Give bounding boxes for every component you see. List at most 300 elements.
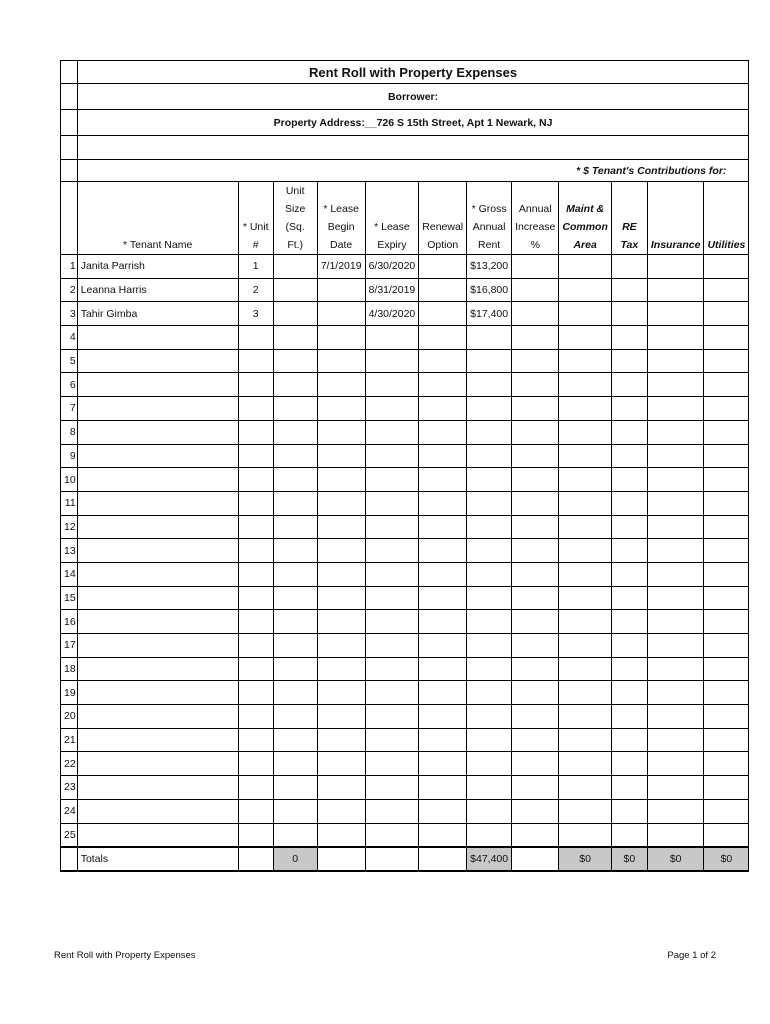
- gross-annual-rent-cell[interactable]: [467, 657, 512, 681]
- gross-annual-rent-cell[interactable]: [467, 491, 512, 515]
- lease-expiry-cell[interactable]: [365, 681, 419, 705]
- lease-expiry-cell[interactable]: [365, 562, 419, 586]
- insurance-cell[interactable]: [647, 681, 704, 705]
- lease-begin-cell[interactable]: [317, 468, 365, 492]
- unit-cell[interactable]: [238, 799, 273, 823]
- unit-cell[interactable]: [238, 776, 273, 800]
- re-tax-cell[interactable]: [611, 539, 647, 563]
- maint-common-area-cell[interactable]: [559, 444, 611, 468]
- insurance-cell[interactable]: [647, 562, 704, 586]
- renewal-option-cell[interactable]: [419, 681, 467, 705]
- utilities-cell[interactable]: [704, 752, 749, 776]
- annual-increase-cell[interactable]: [512, 776, 559, 800]
- renewal-option-cell[interactable]: [419, 491, 467, 515]
- lease-begin-cell[interactable]: 7/1/2019: [317, 255, 365, 279]
- lease-expiry-cell[interactable]: [365, 515, 419, 539]
- utilities-cell[interactable]: [704, 799, 749, 823]
- gross-annual-rent-cell[interactable]: [467, 776, 512, 800]
- insurance-cell[interactable]: [647, 326, 704, 350]
- renewal-option-cell[interactable]: [419, 515, 467, 539]
- maint-common-area-cell[interactable]: [559, 752, 611, 776]
- unit-size-cell[interactable]: [273, 799, 317, 823]
- lease-begin-cell[interactable]: [317, 491, 365, 515]
- tenant-name-cell[interactable]: [77, 397, 238, 421]
- unit-cell[interactable]: [238, 420, 273, 444]
- renewal-option-cell[interactable]: [419, 397, 467, 421]
- renewal-option-cell[interactable]: [419, 373, 467, 397]
- re-tax-cell[interactable]: [611, 468, 647, 492]
- insurance-cell[interactable]: [647, 586, 704, 610]
- renewal-option-cell[interactable]: [419, 634, 467, 658]
- insurance-cell[interactable]: [647, 657, 704, 681]
- maint-common-area-cell[interactable]: [559, 349, 611, 373]
- gross-annual-rent-cell[interactable]: [467, 444, 512, 468]
- re-tax-cell[interactable]: [611, 326, 647, 350]
- utilities-cell[interactable]: [704, 373, 749, 397]
- lease-begin-cell[interactable]: [317, 562, 365, 586]
- utilities-cell[interactable]: [704, 539, 749, 563]
- re-tax-cell[interactable]: [611, 610, 647, 634]
- unit-cell[interactable]: [238, 728, 273, 752]
- annual-increase-cell[interactable]: [512, 326, 559, 350]
- unit-cell[interactable]: [238, 823, 273, 847]
- annual-increase-cell[interactable]: [512, 562, 559, 586]
- re-tax-cell[interactable]: [611, 515, 647, 539]
- maint-common-area-cell[interactable]: [559, 420, 611, 444]
- renewal-option-cell[interactable]: [419, 776, 467, 800]
- renewal-option-cell[interactable]: [419, 468, 467, 492]
- utilities-cell[interactable]: [704, 255, 749, 279]
- unit-size-cell[interactable]: [273, 255, 317, 279]
- gross-annual-rent-cell[interactable]: $13,200: [467, 255, 512, 279]
- tenant-name-cell[interactable]: Janita Parrish: [77, 255, 238, 279]
- tenant-name-cell[interactable]: [77, 562, 238, 586]
- unit-cell[interactable]: 2: [238, 278, 273, 302]
- lease-expiry-cell[interactable]: [365, 491, 419, 515]
- renewal-option-cell[interactable]: [419, 657, 467, 681]
- lease-begin-cell[interactable]: [317, 326, 365, 350]
- gross-annual-rent-cell[interactable]: [467, 539, 512, 563]
- tenant-name-cell[interactable]: [77, 586, 238, 610]
- unit-size-cell[interactable]: [273, 610, 317, 634]
- renewal-option-cell[interactable]: [419, 752, 467, 776]
- lease-begin-cell[interactable]: [317, 373, 365, 397]
- unit-cell[interactable]: 1: [238, 255, 273, 279]
- unit-size-cell[interactable]: [273, 468, 317, 492]
- unit-cell[interactable]: [238, 515, 273, 539]
- lease-begin-cell[interactable]: [317, 278, 365, 302]
- renewal-option-cell[interactable]: [419, 255, 467, 279]
- annual-increase-cell[interactable]: [512, 515, 559, 539]
- maint-common-area-cell[interactable]: [559, 539, 611, 563]
- unit-size-cell[interactable]: [273, 349, 317, 373]
- utilities-cell[interactable]: [704, 444, 749, 468]
- unit-cell[interactable]: [238, 657, 273, 681]
- renewal-option-cell[interactable]: [419, 420, 467, 444]
- maint-common-area-cell[interactable]: [559, 776, 611, 800]
- tenant-name-cell[interactable]: [77, 326, 238, 350]
- insurance-cell[interactable]: [647, 373, 704, 397]
- maint-common-area-cell[interactable]: [559, 326, 611, 350]
- renewal-option-cell[interactable]: [419, 562, 467, 586]
- tenant-name-cell[interactable]: [77, 491, 238, 515]
- insurance-cell[interactable]: [647, 255, 704, 279]
- renewal-option-cell[interactable]: [419, 539, 467, 563]
- re-tax-cell[interactable]: [611, 681, 647, 705]
- annual-increase-cell[interactable]: [512, 610, 559, 634]
- lease-expiry-cell[interactable]: [365, 326, 419, 350]
- renewal-option-cell[interactable]: [419, 326, 467, 350]
- lease-expiry-cell[interactable]: [365, 586, 419, 610]
- insurance-cell[interactable]: [647, 397, 704, 421]
- gross-annual-rent-cell[interactable]: [467, 562, 512, 586]
- annual-increase-cell[interactable]: [512, 586, 559, 610]
- gross-annual-rent-cell[interactable]: [467, 420, 512, 444]
- maint-common-area-cell[interactable]: [559, 799, 611, 823]
- insurance-cell[interactable]: [647, 634, 704, 658]
- utilities-cell[interactable]: [704, 586, 749, 610]
- annual-increase-cell[interactable]: [512, 397, 559, 421]
- insurance-cell[interactable]: [647, 776, 704, 800]
- insurance-cell[interactable]: [647, 610, 704, 634]
- utilities-cell[interactable]: [704, 776, 749, 800]
- tenant-name-cell[interactable]: [77, 776, 238, 800]
- lease-begin-cell[interactable]: [317, 420, 365, 444]
- lease-begin-cell[interactable]: [317, 799, 365, 823]
- lease-expiry-cell[interactable]: [365, 634, 419, 658]
- insurance-cell[interactable]: [647, 468, 704, 492]
- lease-expiry-cell[interactable]: [365, 397, 419, 421]
- maint-common-area-cell[interactable]: [559, 255, 611, 279]
- insurance-cell[interactable]: [647, 752, 704, 776]
- utilities-cell[interactable]: [704, 468, 749, 492]
- lease-begin-cell[interactable]: [317, 444, 365, 468]
- annual-increase-cell[interactable]: [512, 444, 559, 468]
- tenant-name-cell[interactable]: [77, 539, 238, 563]
- unit-size-cell[interactable]: [273, 539, 317, 563]
- lease-expiry-cell[interactable]: [365, 657, 419, 681]
- re-tax-cell[interactable]: [611, 491, 647, 515]
- insurance-cell[interactable]: [647, 799, 704, 823]
- renewal-option-cell[interactable]: [419, 278, 467, 302]
- utilities-cell[interactable]: [704, 728, 749, 752]
- gross-annual-rent-cell[interactable]: [467, 728, 512, 752]
- unit-size-cell[interactable]: [273, 586, 317, 610]
- maint-common-area-cell[interactable]: [559, 705, 611, 729]
- lease-expiry-cell[interactable]: [365, 823, 419, 847]
- tenant-name-cell[interactable]: [77, 420, 238, 444]
- unit-size-cell[interactable]: [273, 562, 317, 586]
- unit-cell[interactable]: [238, 373, 273, 397]
- unit-size-cell[interactable]: [273, 705, 317, 729]
- annual-increase-cell[interactable]: [512, 302, 559, 326]
- utilities-cell[interactable]: [704, 610, 749, 634]
- renewal-option-cell[interactable]: [419, 302, 467, 326]
- unit-cell[interactable]: [238, 397, 273, 421]
- maint-common-area-cell[interactable]: [559, 373, 611, 397]
- re-tax-cell[interactable]: [611, 705, 647, 729]
- re-tax-cell[interactable]: [611, 752, 647, 776]
- lease-begin-cell[interactable]: [317, 515, 365, 539]
- lease-expiry-cell[interactable]: [365, 539, 419, 563]
- tenant-name-cell[interactable]: [77, 634, 238, 658]
- annual-increase-cell[interactable]: [512, 634, 559, 658]
- unit-size-cell[interactable]: [273, 823, 317, 847]
- insurance-cell[interactable]: [647, 444, 704, 468]
- gross-annual-rent-cell[interactable]: [467, 468, 512, 492]
- renewal-option-cell[interactable]: [419, 799, 467, 823]
- utilities-cell[interactable]: [704, 634, 749, 658]
- maint-common-area-cell[interactable]: [559, 397, 611, 421]
- unit-cell[interactable]: [238, 586, 273, 610]
- lease-expiry-cell[interactable]: [365, 373, 419, 397]
- annual-increase-cell[interactable]: [512, 373, 559, 397]
- utilities-cell[interactable]: [704, 562, 749, 586]
- gross-annual-rent-cell[interactable]: [467, 705, 512, 729]
- maint-common-area-cell[interactable]: [559, 681, 611, 705]
- maint-common-area-cell[interactable]: [559, 657, 611, 681]
- maint-common-area-cell[interactable]: [559, 491, 611, 515]
- annual-increase-cell[interactable]: [512, 349, 559, 373]
- unit-size-cell[interactable]: [273, 728, 317, 752]
- lease-begin-cell[interactable]: [317, 823, 365, 847]
- re-tax-cell[interactable]: [611, 776, 647, 800]
- re-tax-cell[interactable]: [611, 444, 647, 468]
- unit-cell[interactable]: [238, 634, 273, 658]
- lease-begin-cell[interactable]: [317, 397, 365, 421]
- utilities-cell[interactable]: [704, 302, 749, 326]
- unit-cell[interactable]: [238, 562, 273, 586]
- gross-annual-rent-cell[interactable]: [467, 610, 512, 634]
- re-tax-cell[interactable]: [611, 562, 647, 586]
- tenant-name-cell[interactable]: [77, 705, 238, 729]
- maint-common-area-cell[interactable]: [559, 468, 611, 492]
- unit-size-cell[interactable]: [273, 634, 317, 658]
- insurance-cell[interactable]: [647, 823, 704, 847]
- renewal-option-cell[interactable]: [419, 823, 467, 847]
- lease-begin-cell[interactable]: [317, 586, 365, 610]
- tenant-name-cell[interactable]: [77, 515, 238, 539]
- unit-size-cell[interactable]: [273, 420, 317, 444]
- lease-begin-cell[interactable]: [317, 634, 365, 658]
- re-tax-cell[interactable]: [611, 278, 647, 302]
- tenant-name-cell[interactable]: [77, 468, 238, 492]
- maint-common-area-cell[interactable]: [559, 823, 611, 847]
- annual-increase-cell[interactable]: [512, 657, 559, 681]
- lease-expiry-cell[interactable]: 8/31/2019: [365, 278, 419, 302]
- unit-size-cell[interactable]: [273, 657, 317, 681]
- gross-annual-rent-cell[interactable]: [467, 752, 512, 776]
- utilities-cell[interactable]: [704, 420, 749, 444]
- annual-increase-cell[interactable]: [512, 728, 559, 752]
- insurance-cell[interactable]: [647, 420, 704, 444]
- lease-expiry-cell[interactable]: 6/30/2020: [365, 255, 419, 279]
- tenant-name-cell[interactable]: [77, 444, 238, 468]
- lease-expiry-cell[interactable]: 4/30/2020: [365, 302, 419, 326]
- gross-annual-rent-cell[interactable]: [467, 799, 512, 823]
- renewal-option-cell[interactable]: [419, 586, 467, 610]
- unit-cell[interactable]: [238, 752, 273, 776]
- utilities-cell[interactable]: [704, 705, 749, 729]
- unit-size-cell[interactable]: [273, 681, 317, 705]
- lease-begin-cell[interactable]: [317, 752, 365, 776]
- lease-begin-cell[interactable]: [317, 302, 365, 326]
- gross-annual-rent-cell[interactable]: [467, 326, 512, 350]
- re-tax-cell[interactable]: [611, 657, 647, 681]
- re-tax-cell[interactable]: [611, 420, 647, 444]
- unit-size-cell[interactable]: [273, 776, 317, 800]
- insurance-cell[interactable]: [647, 349, 704, 373]
- re-tax-cell[interactable]: [611, 823, 647, 847]
- insurance-cell[interactable]: [647, 491, 704, 515]
- lease-expiry-cell[interactable]: [365, 799, 419, 823]
- gross-annual-rent-cell[interactable]: [467, 586, 512, 610]
- gross-annual-rent-cell[interactable]: [467, 634, 512, 658]
- annual-increase-cell[interactable]: [512, 752, 559, 776]
- lease-begin-cell[interactable]: [317, 539, 365, 563]
- lease-begin-cell[interactable]: [317, 681, 365, 705]
- maint-common-area-cell[interactable]: [559, 610, 611, 634]
- unit-size-cell[interactable]: [273, 278, 317, 302]
- unit-cell[interactable]: [238, 326, 273, 350]
- unit-cell[interactable]: [238, 610, 273, 634]
- lease-expiry-cell[interactable]: [365, 705, 419, 729]
- tenant-name-cell[interactable]: [77, 373, 238, 397]
- gross-annual-rent-cell[interactable]: $16,800: [467, 278, 512, 302]
- gross-annual-rent-cell[interactable]: $17,400: [467, 302, 512, 326]
- lease-expiry-cell[interactable]: [365, 728, 419, 752]
- unit-cell[interactable]: 3: [238, 302, 273, 326]
- unit-cell[interactable]: [238, 468, 273, 492]
- unit-size-cell[interactable]: [273, 326, 317, 350]
- re-tax-cell[interactable]: [611, 799, 647, 823]
- maint-common-area-cell[interactable]: [559, 586, 611, 610]
- unit-size-cell[interactable]: [273, 444, 317, 468]
- unit-size-cell[interactable]: [273, 397, 317, 421]
- unit-cell[interactable]: [238, 681, 273, 705]
- tenant-name-cell[interactable]: [77, 349, 238, 373]
- lease-begin-cell[interactable]: [317, 657, 365, 681]
- insurance-cell[interactable]: [647, 515, 704, 539]
- utilities-cell[interactable]: [704, 326, 749, 350]
- insurance-cell[interactable]: [647, 278, 704, 302]
- lease-expiry-cell[interactable]: [365, 776, 419, 800]
- maint-common-area-cell[interactable]: [559, 302, 611, 326]
- unit-size-cell[interactable]: [273, 515, 317, 539]
- re-tax-cell[interactable]: [611, 728, 647, 752]
- gross-annual-rent-cell[interactable]: [467, 681, 512, 705]
- unit-cell[interactable]: [238, 705, 273, 729]
- maint-common-area-cell[interactable]: [559, 562, 611, 586]
- maint-common-area-cell[interactable]: [559, 634, 611, 658]
- insurance-cell[interactable]: [647, 705, 704, 729]
- tenant-name-cell[interactable]: Tahir Gimba: [77, 302, 238, 326]
- tenant-name-cell[interactable]: Leanna Harris: [77, 278, 238, 302]
- utilities-cell[interactable]: [704, 681, 749, 705]
- lease-begin-cell[interactable]: [317, 349, 365, 373]
- re-tax-cell[interactable]: [611, 397, 647, 421]
- annual-increase-cell[interactable]: [512, 255, 559, 279]
- lease-begin-cell[interactable]: [317, 610, 365, 634]
- unit-cell[interactable]: [238, 349, 273, 373]
- tenant-name-cell[interactable]: [77, 728, 238, 752]
- maint-common-area-cell[interactable]: [559, 728, 611, 752]
- unit-cell[interactable]: [238, 539, 273, 563]
- gross-annual-rent-cell[interactable]: [467, 373, 512, 397]
- lease-expiry-cell[interactable]: [365, 610, 419, 634]
- tenant-name-cell[interactable]: [77, 610, 238, 634]
- utilities-cell[interactable]: [704, 823, 749, 847]
- re-tax-cell[interactable]: [611, 373, 647, 397]
- annual-increase-cell[interactable]: [512, 420, 559, 444]
- maint-common-area-cell[interactable]: [559, 515, 611, 539]
- gross-annual-rent-cell[interactable]: [467, 349, 512, 373]
- re-tax-cell[interactable]: [611, 302, 647, 326]
- annual-increase-cell[interactable]: [512, 681, 559, 705]
- tenant-name-cell[interactable]: [77, 657, 238, 681]
- annual-increase-cell[interactable]: [512, 491, 559, 515]
- re-tax-cell[interactable]: [611, 586, 647, 610]
- gross-annual-rent-cell[interactable]: [467, 397, 512, 421]
- annual-increase-cell[interactable]: [512, 823, 559, 847]
- tenant-name-cell[interactable]: [77, 681, 238, 705]
- renewal-option-cell[interactable]: [419, 728, 467, 752]
- re-tax-cell[interactable]: [611, 349, 647, 373]
- utilities-cell[interactable]: [704, 278, 749, 302]
- unit-size-cell[interactable]: [273, 302, 317, 326]
- maint-common-area-cell[interactable]: [559, 278, 611, 302]
- unit-cell[interactable]: [238, 444, 273, 468]
- utilities-cell[interactable]: [704, 515, 749, 539]
- unit-size-cell[interactable]: [273, 752, 317, 776]
- re-tax-cell[interactable]: [611, 255, 647, 279]
- annual-increase-cell[interactable]: [512, 799, 559, 823]
- tenant-name-cell[interactable]: [77, 752, 238, 776]
- utilities-cell[interactable]: [704, 657, 749, 681]
- tenant-name-cell[interactable]: [77, 823, 238, 847]
- unit-cell[interactable]: [238, 491, 273, 515]
- utilities-cell[interactable]: [704, 349, 749, 373]
- gross-annual-rent-cell[interactable]: [467, 823, 512, 847]
- re-tax-cell[interactable]: [611, 634, 647, 658]
- insurance-cell[interactable]: [647, 728, 704, 752]
- annual-increase-cell[interactable]: [512, 278, 559, 302]
- lease-expiry-cell[interactable]: [365, 420, 419, 444]
- lease-begin-cell[interactable]: [317, 776, 365, 800]
- utilities-cell[interactable]: [704, 491, 749, 515]
- tenant-name-cell[interactable]: [77, 799, 238, 823]
- lease-expiry-cell[interactable]: [365, 752, 419, 776]
- renewal-option-cell[interactable]: [419, 349, 467, 373]
- annual-increase-cell[interactable]: [512, 705, 559, 729]
- lease-begin-cell[interactable]: [317, 705, 365, 729]
- renewal-option-cell[interactable]: [419, 705, 467, 729]
- lease-expiry-cell[interactable]: [365, 468, 419, 492]
- renewal-option-cell[interactable]: [419, 610, 467, 634]
- unit-size-cell[interactable]: [273, 491, 317, 515]
- insurance-cell[interactable]: [647, 302, 704, 326]
- annual-increase-cell[interactable]: [512, 468, 559, 492]
- lease-expiry-cell[interactable]: [365, 349, 419, 373]
- unit-size-cell[interactable]: [273, 373, 317, 397]
- annual-increase-cell[interactable]: [512, 539, 559, 563]
- lease-expiry-cell[interactable]: [365, 444, 419, 468]
- renewal-option-cell[interactable]: [419, 444, 467, 468]
- insurance-cell[interactable]: [647, 539, 704, 563]
- lease-begin-cell[interactable]: [317, 728, 365, 752]
- utilities-cell[interactable]: [704, 397, 749, 421]
- gross-annual-rent-cell[interactable]: [467, 515, 512, 539]
